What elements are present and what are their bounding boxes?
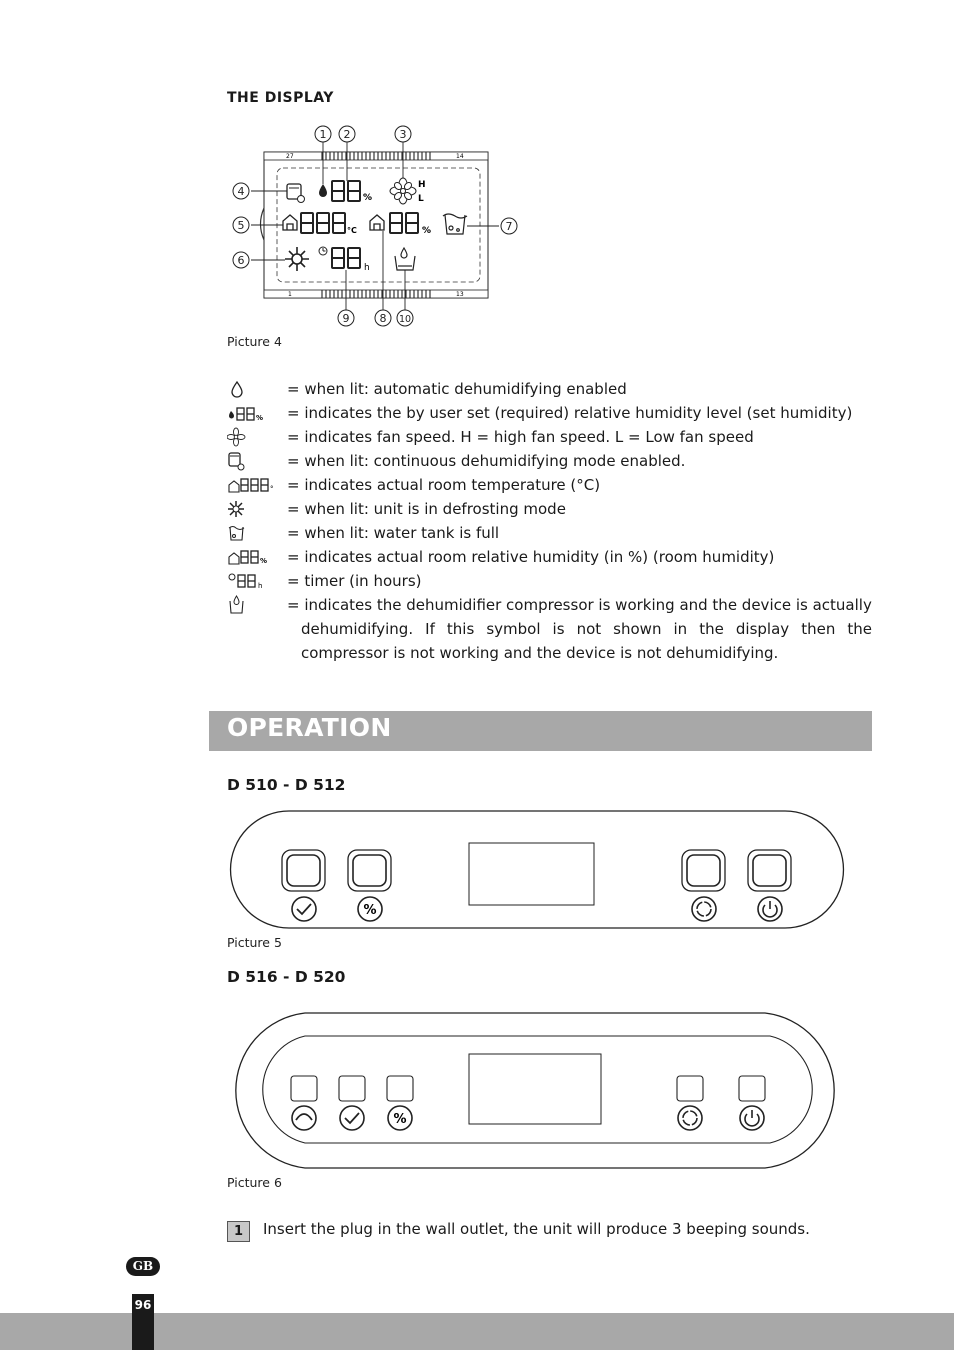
- svg-text:h: h: [258, 582, 263, 590]
- legend-text: = when lit: unit is in defrosting mode: [287, 500, 566, 518]
- model-title-d516: D 516 - D 520: [227, 968, 346, 986]
- room-temperature-icon: [227, 475, 287, 495]
- svg-text:%: %: [260, 557, 268, 565]
- percent-symbol: %: [393, 1112, 407, 1127]
- legend-text: = timer (in hours): [287, 572, 422, 590]
- humidity-button[interactable]: [387, 1076, 413, 1101]
- percent-icon: [388, 1106, 412, 1130]
- picture-4-caption: Picture 4: [227, 334, 282, 349]
- power-icon: [758, 897, 782, 921]
- fan-speed-button[interactable]: [677, 1076, 703, 1101]
- legend-text: = indicates actual room temperature (°C): [287, 476, 601, 494]
- fan-icon: [227, 427, 287, 447]
- legend-text: = indicates the by user set (required) relative humidity level (set humidity): [287, 404, 853, 422]
- snowflake-icon: [227, 499, 287, 519]
- room-humidity-unit: %: [422, 226, 432, 236]
- tank-full-icon: [227, 523, 287, 543]
- pin-label-14: 14: [456, 153, 464, 160]
- page-number: 96: [134, 1298, 152, 1312]
- cycle-icon: [678, 1106, 702, 1130]
- set-humidity-icon: [227, 403, 287, 423]
- callout-9: 9: [342, 312, 350, 325]
- timer-button[interactable]: [339, 1076, 365, 1101]
- callout-4: 4: [237, 185, 245, 198]
- room-temperature-unit: °C: [347, 226, 357, 235]
- humidity-button[interactable]: [348, 850, 391, 891]
- check-icon: [292, 897, 316, 921]
- legend-text: = when lit: continuous dehumidifying mode enabled.: [287, 452, 686, 470]
- timer-unit: h: [364, 263, 370, 273]
- callout-2: 2: [343, 128, 351, 141]
- timer-icon: [227, 571, 287, 591]
- legend-text: = when lit: automatic dehumidifying enabled: [287, 380, 627, 398]
- svg-text:°: °: [270, 485, 274, 493]
- model-title-d510: D 510 - D 512: [227, 776, 346, 794]
- control-panel-d516: [225, 1010, 850, 1172]
- compressor-icon: [227, 595, 287, 615]
- timer-button[interactable]: [282, 850, 325, 891]
- display-section-title: THE DISPLAY: [227, 90, 334, 106]
- step-text: Insert the plug in the wall outlet, the unit will produce 3 beeping sounds.: [263, 1220, 810, 1238]
- cycle-icon: [692, 897, 716, 921]
- legend-text: [287, 593, 872, 665]
- set-humidity-unit: %: [363, 193, 373, 203]
- continuous-mode-icon: [227, 451, 287, 471]
- display-window: [469, 843, 594, 905]
- percent-symbol: %: [363, 903, 377, 918]
- callout-10: 10: [398, 314, 412, 325]
- callout-8: 8: [379, 312, 387, 325]
- legend-text: = indicates actual room relative humidity (in %) (room humidity): [287, 548, 775, 566]
- fan-low-label: L: [418, 194, 424, 204]
- svg-text:%: %: [256, 414, 264, 422]
- power-button[interactable]: [748, 850, 791, 891]
- power-button[interactable]: [739, 1076, 765, 1101]
- callout-6: 6: [237, 254, 245, 267]
- callout-1: 1: [319, 128, 327, 141]
- swing-icon: [292, 1106, 316, 1130]
- check-icon: [340, 1106, 364, 1130]
- legend-text: = indicates fan speed. H = high fan speed. L = Low fan speed: [287, 428, 754, 446]
- picture-6-caption: Picture 6: [227, 1175, 282, 1190]
- callout-5: 5: [237, 219, 245, 232]
- fan-speed-button[interactable]: [682, 850, 725, 891]
- percent-icon: [358, 897, 382, 921]
- callout-7: 7: [505, 220, 513, 233]
- fan-high-label: H: [418, 180, 426, 190]
- step-number: 1: [227, 1221, 250, 1242]
- picture-5-caption: Picture 5: [227, 935, 282, 950]
- operation-title: OPERATION: [227, 713, 392, 742]
- room-humidity-icon: [227, 547, 287, 567]
- legend-text-first-line: = indicates the dehumidifier compressor is working and the device is actually: [287, 596, 872, 614]
- legend-text: = when lit: water tank is full: [287, 524, 500, 542]
- legend-text-continuation: dehumidifying. If this symbol is not shown in the display then the compressor is not working and the device is not dehumidifying.: [301, 620, 872, 662]
- display-window: [469, 1054, 601, 1124]
- power-icon: [740, 1106, 764, 1130]
- pin-label-13: 13: [456, 291, 464, 298]
- control-panel-d510: [225, 808, 850, 934]
- callout-3: 3: [399, 128, 407, 141]
- droplet-icon: [227, 379, 287, 399]
- pin-label-1: 1: [288, 291, 292, 298]
- language-badge: GB: [126, 1257, 160, 1276]
- swing-button[interactable]: [291, 1076, 317, 1101]
- display-diagram: [227, 120, 527, 335]
- pin-label-27: 27: [286, 153, 294, 160]
